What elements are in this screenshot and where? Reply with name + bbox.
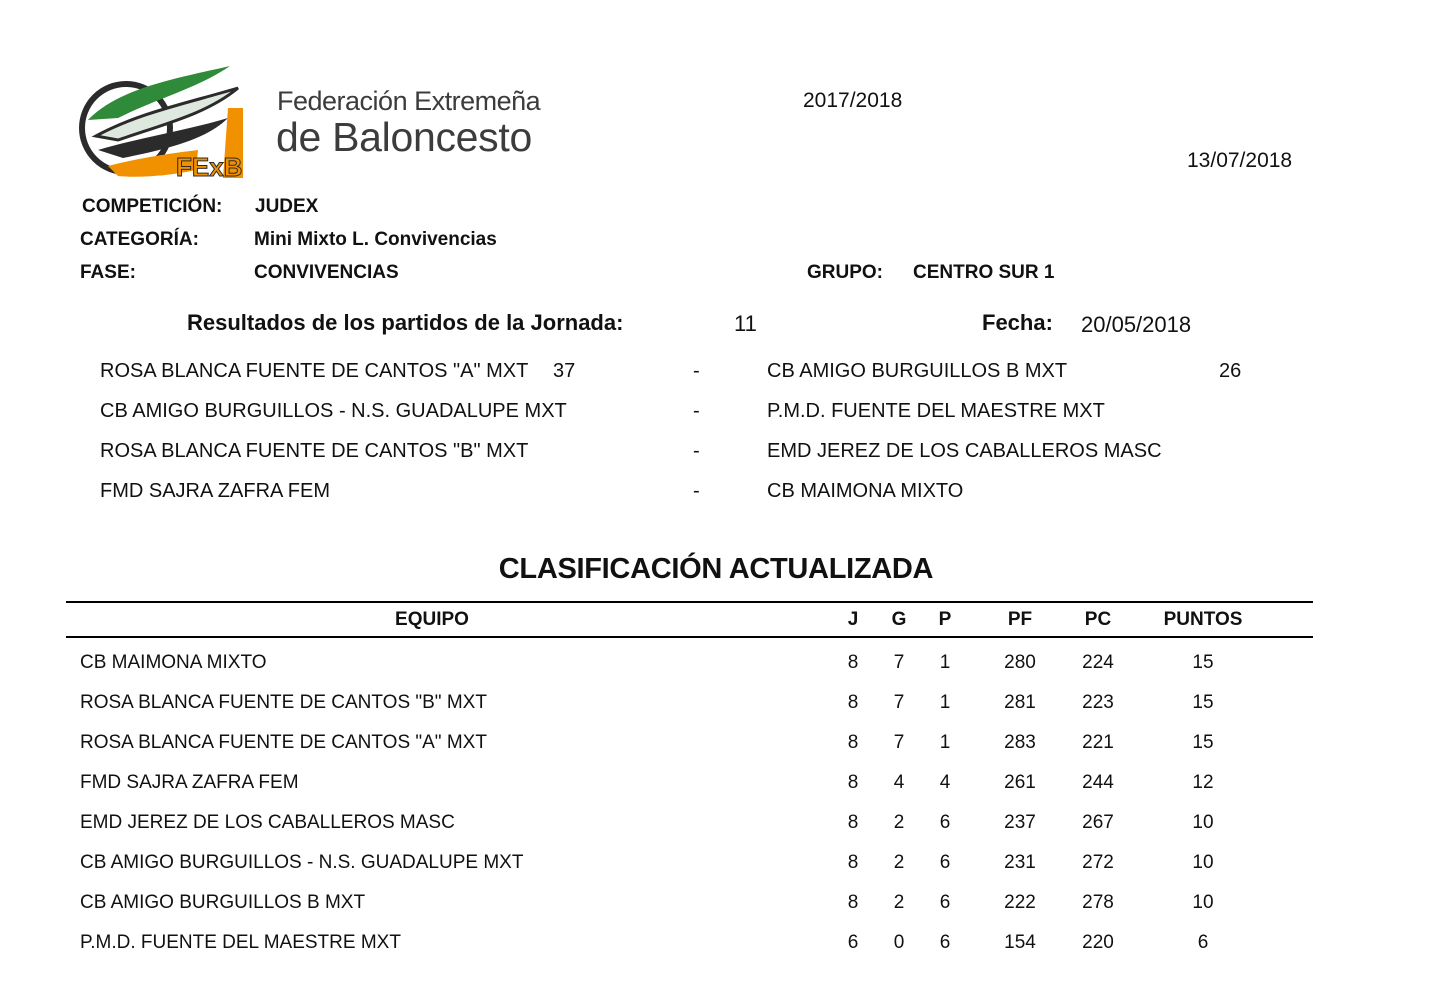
cell-p: 1 bbox=[939, 732, 951, 753]
cell-puntos: 15 bbox=[1192, 652, 1214, 673]
cell-puntos: 15 bbox=[1192, 692, 1214, 713]
cell-equipo: CB AMIGO BURGUILLOS B MXT bbox=[80, 892, 366, 913]
table-row bbox=[0, 892, 1400, 916]
cell-pc: 221 bbox=[1082, 732, 1114, 753]
match-separator: - bbox=[693, 440, 700, 462]
fecha-value: 20/05/2018 bbox=[1081, 312, 1192, 337]
table-row bbox=[0, 692, 1400, 716]
cell-j: 8 bbox=[847, 692, 859, 713]
cell-equipo: ROSA BLANCA FUENTE DE CANTOS "A" MXT bbox=[80, 732, 487, 753]
cell-p: 1 bbox=[939, 692, 951, 713]
competicion-label: COMPETICIÓN: bbox=[82, 196, 223, 217]
cell-pc: 223 bbox=[1082, 692, 1114, 713]
cell-g: 2 bbox=[893, 892, 905, 913]
table-row bbox=[0, 932, 1400, 956]
standings-header bbox=[0, 609, 1400, 633]
cell-g: 2 bbox=[893, 812, 905, 833]
cell-p: 6 bbox=[939, 852, 951, 873]
cell-equipo: ROSA BLANCA FUENTE DE CANTOS "B" MXT bbox=[80, 692, 487, 713]
cell-g: 7 bbox=[893, 692, 905, 713]
table-row bbox=[0, 812, 1400, 836]
match-separator: - bbox=[693, 360, 700, 382]
season: 2017/2018 bbox=[803, 89, 903, 112]
cell-p: 6 bbox=[939, 932, 951, 953]
match-row bbox=[0, 400, 1400, 422]
cell-p: 6 bbox=[939, 812, 951, 833]
match-home-team: ROSA BLANCA FUENTE DE CANTOS "A" MXT bbox=[100, 360, 529, 382]
col-pc: PC bbox=[1084, 609, 1112, 630]
cell-g: 7 bbox=[893, 652, 905, 673]
grupo-label: GRUPO: bbox=[807, 262, 883, 283]
match-row bbox=[0, 360, 1400, 382]
match-home-team: FMD SAJRA ZAFRA FEM bbox=[100, 480, 331, 502]
cell-puntos: 10 bbox=[1192, 812, 1214, 833]
standings-title: CLASIFICACIÓN ACTUALIZADA bbox=[498, 553, 934, 585]
col-j: J bbox=[847, 609, 859, 630]
fase-label: FASE: bbox=[80, 262, 136, 283]
cell-puntos: 6 bbox=[1197, 932, 1209, 953]
cell-pc: 244 bbox=[1082, 772, 1114, 793]
cell-j: 8 bbox=[847, 852, 859, 873]
cell-equipo: FMD SAJRA ZAFRA FEM bbox=[80, 772, 299, 793]
match-away-team: CB MAIMONA MIXTO bbox=[767, 480, 964, 502]
cell-equipo: CB AMIGO BURGUILLOS - N.S. GUADALUPE MXT bbox=[80, 852, 524, 873]
cell-j: 8 bbox=[847, 812, 859, 833]
fase-value: CONVIVENCIAS bbox=[254, 262, 399, 283]
jornada-label: Resultados de los partidos de la Jornada: bbox=[187, 310, 624, 335]
match-row bbox=[0, 440, 1400, 462]
cell-pc: 272 bbox=[1082, 852, 1114, 873]
cell-pc: 220 bbox=[1082, 932, 1114, 953]
cell-equipo: CB MAIMONA MIXTO bbox=[80, 652, 267, 673]
cell-p: 1 bbox=[939, 652, 951, 673]
col-g: G bbox=[891, 609, 907, 630]
col-pf: PF bbox=[1007, 609, 1033, 630]
cell-j: 8 bbox=[847, 732, 859, 753]
table-header-rule bbox=[66, 636, 1313, 638]
cell-g: 0 bbox=[893, 932, 905, 953]
cell-pc: 278 bbox=[1082, 892, 1114, 913]
match-home-score: 37 bbox=[553, 360, 576, 382]
competicion-value: JUDEX bbox=[255, 196, 319, 217]
table-row bbox=[0, 652, 1400, 676]
cell-pf: 280 bbox=[1004, 652, 1036, 673]
cell-pf: 154 bbox=[1004, 932, 1036, 953]
col-puntos: PUNTOS bbox=[1163, 609, 1243, 630]
categoria-label: CATEGORÍA: bbox=[80, 229, 199, 250]
cell-puntos: 10 bbox=[1192, 852, 1214, 873]
cell-pf: 261 bbox=[1004, 772, 1036, 793]
fexb-logo bbox=[78, 58, 248, 183]
cell-pc: 224 bbox=[1082, 652, 1114, 673]
cell-pf: 283 bbox=[1004, 732, 1036, 753]
match-away-team: P.M.D. FUENTE DEL MAESTRE MXT bbox=[767, 400, 1105, 422]
match-separator: - bbox=[693, 480, 700, 502]
match-away-score: 26 bbox=[1219, 360, 1242, 382]
match-home-team: ROSA BLANCA FUENTE DE CANTOS "B" MXT bbox=[100, 440, 529, 462]
cell-puntos: 10 bbox=[1192, 892, 1214, 913]
cell-puntos: 15 bbox=[1192, 732, 1214, 753]
col-equipo: EQUIPO bbox=[395, 609, 469, 630]
logo-text: FExB bbox=[176, 152, 243, 182]
cell-equipo: P.M.D. FUENTE DEL MAESTRE MXT bbox=[80, 932, 401, 953]
table-top-rule bbox=[66, 601, 1313, 603]
categoria-value: Mini Mixto L. Convivencias bbox=[254, 229, 497, 250]
cell-j: 8 bbox=[847, 772, 859, 793]
table-row bbox=[0, 852, 1400, 876]
cell-g: 2 bbox=[893, 852, 905, 873]
cell-p: 6 bbox=[939, 892, 951, 913]
col-p: P bbox=[938, 609, 952, 630]
print-date: 13/07/2018 bbox=[1187, 149, 1293, 172]
match-away-team: EMD JEREZ DE LOS CABALLEROS MASC bbox=[767, 440, 1162, 462]
cell-j: 8 bbox=[847, 652, 859, 673]
table-row bbox=[0, 732, 1400, 756]
cell-g: 7 bbox=[893, 732, 905, 753]
match-home-team: CB AMIGO BURGUILLOS - N.S. GUADALUPE MXT bbox=[100, 400, 567, 422]
cell-pf: 281 bbox=[1004, 692, 1036, 713]
org-name-line2: de Baloncesto bbox=[276, 114, 532, 160]
grupo-value: CENTRO SUR 1 bbox=[913, 262, 1055, 283]
cell-pf: 231 bbox=[1004, 852, 1036, 873]
jornada-number: 11 bbox=[734, 311, 757, 336]
cell-equipo: EMD JEREZ DE LOS CABALLEROS MASC bbox=[80, 812, 455, 833]
cell-g: 4 bbox=[893, 772, 905, 793]
cell-pf: 237 bbox=[1004, 812, 1036, 833]
org-name-line1: Federación Extremeña bbox=[277, 86, 541, 116]
match-row bbox=[0, 480, 1400, 502]
cell-pc: 267 bbox=[1082, 812, 1114, 833]
table-row bbox=[0, 772, 1400, 796]
cell-p: 4 bbox=[939, 772, 951, 793]
cell-j: 8 bbox=[847, 892, 859, 913]
match-away-team: CB AMIGO BURGUILLOS B MXT bbox=[767, 360, 1068, 382]
fecha-label: Fecha: bbox=[982, 310, 1053, 335]
cell-puntos: 12 bbox=[1192, 772, 1214, 793]
match-separator: - bbox=[693, 400, 700, 422]
cell-pf: 222 bbox=[1004, 892, 1036, 913]
cell-j: 6 bbox=[847, 932, 859, 953]
